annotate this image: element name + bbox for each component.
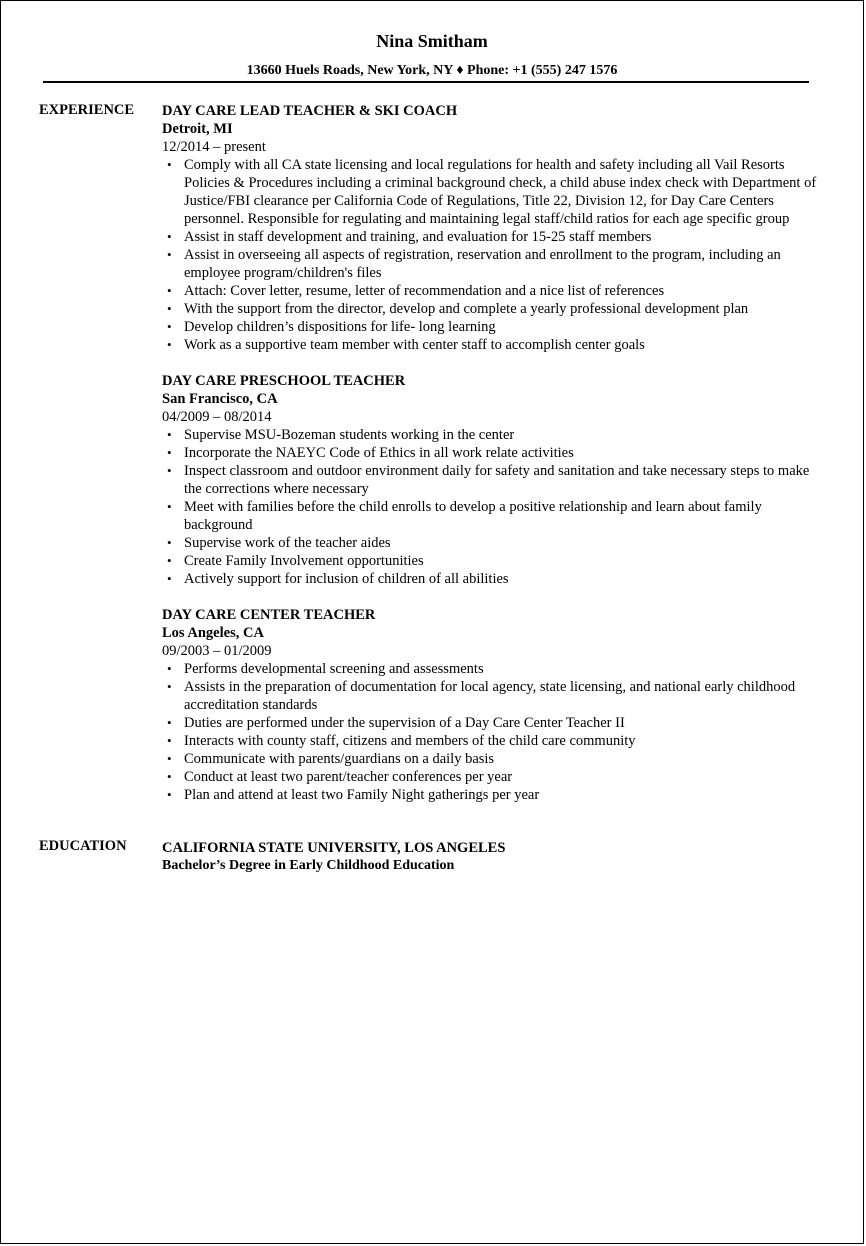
bullet-item: • Meet with families before the child enrolls to develop a positive relationship and learn about family background: [162, 498, 822, 534]
header-divider: [43, 81, 809, 83]
job-bullets: [162, 426, 822, 588]
job-dates: 09/2003 – 01/2009: [162, 643, 272, 659]
bullet-item: • Inspect classroom and outdoor environment daily for safety and sanitation and take necessary steps to make the corrections where necessary: [162, 462, 822, 498]
education-school: CALIFORNIA STATE UNIVERSITY, LOS ANGELES: [162, 840, 506, 856]
bullet-item: • Supervise work of the teacher aides: [162, 534, 822, 552]
bullet-item: • Communicate with parents/guardians on a daily basis: [162, 750, 822, 768]
job-title: DAY CARE LEAD TEACHER & SKI COACH: [162, 103, 458, 119]
job-title: DAY CARE PRESCHOOL TEACHER: [162, 373, 406, 389]
bullet-item: • Actively support for inclusion of children of all abilities: [162, 570, 822, 588]
bullet-item: • Develop children’s dispositions for life- long learning: [162, 318, 822, 336]
contact-line: 13660 Huels Roads, New York, NY ♦ Phone: +1 (555) 247 1576: [246, 63, 618, 78]
education-heading: EDUCATION: [39, 838, 127, 854]
bullet-item: • Interacts with county staff, citizens and members of the child care community: [162, 732, 822, 750]
bullet-item: • Assist in overseeing all aspects of registration, reservation and enrollment to the program, including an employee program/children's files: [162, 246, 822, 282]
job-entry: [162, 372, 822, 588]
job-entry: [162, 102, 822, 354]
bullet-item: • Work as a supportive team member with center staff to accomplish center goals: [162, 336, 822, 354]
bullet-item: • Attach: Cover letter, resume, letter of recommendation and a nice list of references: [162, 282, 822, 300]
bullet-item: • Conduct at least two parent/teacher conferences per year: [162, 768, 822, 786]
job-location: San Francisco, CA: [162, 391, 278, 407]
job-entry: [162, 606, 822, 804]
bullet-item: • Incorporate the NAEYC Code of Ethics in all work relate activities: [162, 444, 822, 462]
bullet-item: • Assist in staff development and training, and evaluation for 15-25 staff members: [162, 228, 822, 246]
bullet-item: • Assists in the preparation of documentation for local agency, state licensing, and national early childhood accreditation standards: [162, 678, 822, 714]
job-bullets: [162, 156, 822, 354]
job-title: DAY CARE CENTER TEACHER: [162, 607, 376, 623]
education-degree: Bachelor’s Degree in Early Childhood Education: [162, 858, 455, 873]
experience-list: [162, 102, 822, 822]
education-block: [162, 839, 822, 875]
bullet-item: • With the support from the director, develop and complete a yearly professional development plan: [162, 300, 822, 318]
bullet-item: • Duties are performed under the supervision of a Day Care Center Teacher II: [162, 714, 822, 732]
bullet-item: • Performs developmental screening and assessments: [162, 660, 822, 678]
job-location: Los Angeles, CA: [162, 625, 264, 641]
job-bullets: [162, 660, 822, 804]
bullet-item: • Comply with all CA state licensing and local regulations for health and safety including all Vail Resorts Policies & Procedures including a criminal background check, a child abuse index check with Department of Justice/FBI clearance per California Code of Regulations, Title 22, Division 12, for Day Care Centers personnel. Responsible for regulating and maintaining legal staff/child ratios for each age specific group: [162, 156, 822, 228]
bullet-item: • Supervise MSU-Bozeman students working in the center: [162, 426, 822, 444]
candidate-name: Nina Smitham: [376, 31, 488, 51]
bullet-item: • Create Family Involvement opportunities: [162, 552, 822, 570]
job-dates: 12/2014 – present: [162, 139, 266, 155]
bullet-item: • Plan and attend at least two Family Night gatherings per year: [162, 786, 822, 804]
job-dates: 04/2009 – 08/2014: [162, 409, 272, 425]
experience-heading: EXPERIENCE: [39, 102, 135, 118]
job-location: Detroit, MI: [162, 121, 233, 137]
